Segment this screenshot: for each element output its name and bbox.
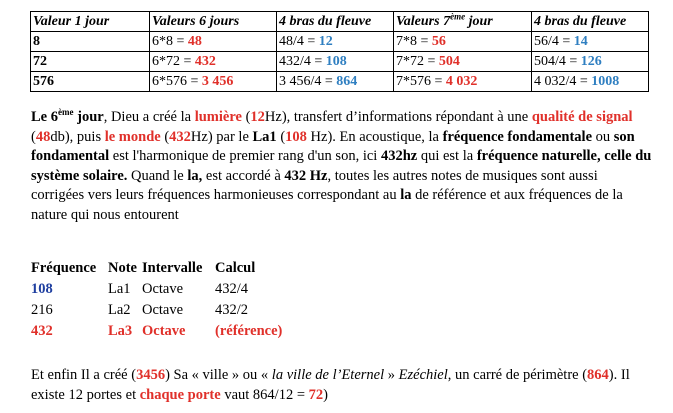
highlight-number: 864 <box>587 367 609 383</box>
text-run: La1 <box>252 128 277 145</box>
cell-4-bras <box>277 52 394 72</box>
text-run: Le 6 <box>31 109 58 125</box>
text-run: ) <box>323 386 328 403</box>
text-run: la ville de l’Eternel <box>271 367 385 383</box>
freq-header: Note <box>108 260 137 276</box>
text-run: ou <box>592 128 614 145</box>
cell-valeur-1-jour: 72 <box>31 52 150 72</box>
text-run: , un carré de périmètre ( <box>447 367 588 383</box>
text-run: » <box>384 367 399 383</box>
header-text: jour <box>465 13 493 29</box>
cell-valeur-1-jour: 8 <box>31 32 150 52</box>
freq-header-row <box>31 258 431 279</box>
text-run: est accordé à <box>202 167 285 184</box>
freq-cell: (référence) <box>215 323 283 339</box>
highlight-monde: le monde <box>104 128 161 145</box>
values-table <box>30 11 649 92</box>
table-row <box>31 52 649 72</box>
cell-4-bras-2 <box>532 72 649 92</box>
header-valeurs-6-jours: Valeurs 6 jours <box>150 12 277 32</box>
cell-expr: 7*576 = <box>396 73 446 89</box>
cell-expr: 4 032/4 = <box>534 73 592 89</box>
header-valeur-1-jour: Valeur 1 jour <box>31 12 150 32</box>
cell-4-bras-2 <box>532 52 649 72</box>
text-run: ( <box>31 128 36 145</box>
highlight-number: 3456 <box>136 367 166 383</box>
highlight-qualite: qualité de signal <box>531 109 633 125</box>
cell-result: 432 <box>194 53 216 69</box>
text-run: fréquence naturelle, <box>476 148 601 164</box>
text-run: jour <box>73 109 104 125</box>
header-4-bras-du-fleuve-2: 4 bras du fleuve <box>532 12 649 32</box>
text-run: Hz) par le <box>190 128 253 145</box>
table-header-row <box>31 12 649 32</box>
freq-cell: 432 <box>31 323 53 339</box>
text-run: Hz), transfert d’informations répondant à une <box>264 109 532 125</box>
freq-cell: 432/4 <box>215 281 249 297</box>
cell-expr: 6*72 = <box>152 53 195 69</box>
text-run: Hz). En acoustique, la <box>306 128 443 145</box>
highlight-number: 432 <box>169 128 191 145</box>
cell-result: 56 <box>431 33 446 49</box>
freq-cell: 432/2 <box>215 302 249 318</box>
text-run: ( <box>276 128 286 145</box>
header-sup: ème <box>450 11 466 21</box>
cell-result: 864 <box>336 73 358 89</box>
cell-valeur-1-jour: 576 <box>31 72 150 92</box>
cell-expr: 7*8 = <box>396 33 432 49</box>
text-run: ) Sa « ville » ou « <box>165 367 272 383</box>
table-row <box>31 72 649 92</box>
highlight-number: 48 <box>35 128 51 145</box>
text-run: 432 Hz <box>284 167 328 184</box>
text-run: Quand le <box>127 167 188 184</box>
cell-expr: 6*8 = <box>152 33 188 49</box>
freq-cell: 216 <box>31 302 53 318</box>
freq-row <box>31 279 431 300</box>
cell-4-bras <box>277 32 394 52</box>
cell-expr: 56/4 = <box>534 33 574 49</box>
frequency-table <box>31 258 431 342</box>
freq-header: Intervalle <box>142 260 203 276</box>
freq-header: Fréquence <box>31 260 97 276</box>
freq-row <box>31 321 431 342</box>
freq-row <box>31 300 431 321</box>
text-run: qui est la <box>417 148 477 164</box>
cell-expr: 6*576 = <box>152 73 202 89</box>
text-run: vaut 864/12 = <box>220 386 309 403</box>
text-run: db), puis <box>50 128 105 145</box>
cell-result: 504 <box>438 53 460 69</box>
header-4-bras-du-fleuve: 4 bras du fleuve <box>277 12 394 32</box>
freq-cell: Octave <box>142 323 186 339</box>
cell-result: 126 <box>580 53 602 69</box>
text-run: Et enfin Il a créé ( <box>31 367 137 383</box>
cell-4-bras <box>277 72 394 92</box>
cell-expr: 3 456/4 = <box>279 73 337 89</box>
cell-result: 14 <box>573 33 588 49</box>
cell-result: 4 032 <box>445 73 478 89</box>
cell-result: 48 <box>187 33 202 49</box>
cell-expr: 504/4 = <box>534 53 581 69</box>
cell-expr: 7*72 = <box>396 53 439 69</box>
cell-7-jours <box>394 72 532 92</box>
cell-result: 1008 <box>591 73 620 89</box>
cell-expr: 432/4 = <box>279 53 326 69</box>
text-run: , Dieu a créé la <box>103 109 195 125</box>
cell-6-jours <box>150 52 277 72</box>
text-run: 432hz <box>380 148 418 164</box>
freq-cell: 108 <box>31 281 53 297</box>
cell-expr: 48/4 = <box>279 33 319 49</box>
text-run: est l'harmonique de premier rang d'un son, ici <box>109 148 381 164</box>
text-run: celle du système solaire. <box>31 148 652 184</box>
cell-7-jours <box>394 32 532 52</box>
freq-cell: La2 <box>108 302 131 318</box>
freq-header: Calcul <box>215 260 256 276</box>
cell-result: 3 456 <box>201 73 234 89</box>
freq-cell: La3 <box>108 323 133 339</box>
text-run: de référence et aux fréquences de la nature qui nous entourent <box>31 187 623 223</box>
cell-6-jours <box>150 72 277 92</box>
cell-4-bras-2 <box>532 32 649 52</box>
closing-paragraph <box>31 366 653 405</box>
text-run: son fondamental <box>31 128 635 164</box>
text-run: ( <box>160 128 170 145</box>
text-run: ). Il existe 12 portes et <box>31 367 630 403</box>
text-run: ( <box>241 109 251 125</box>
text-run: Ezéchiel <box>398 367 448 383</box>
highlight-chaque-porte: chaque porte <box>139 386 221 403</box>
freq-cell: Octave <box>142 302 184 318</box>
text-run: la <box>400 187 412 203</box>
cell-result: 12 <box>318 33 333 49</box>
freq-cell: La1 <box>108 281 131 297</box>
text-run: fréquence fondamentale <box>442 128 593 145</box>
text-run: ème <box>57 107 74 118</box>
highlight-number: 72 <box>308 386 324 403</box>
highlight-number: 12 <box>250 109 265 125</box>
highlight-number: 108 <box>285 128 307 145</box>
cell-7-jours <box>394 52 532 72</box>
header-valeurs-7-jour <box>394 12 532 32</box>
table-row <box>31 32 649 52</box>
highlight-lumiere: lumière <box>194 109 242 125</box>
text-run: , toutes les autres notes de musiques sont aussi corrigées vers leurs fréquences harmonieuses correspondant au <box>31 167 598 203</box>
cell-6-jours <box>150 32 277 52</box>
freq-cell: Octave <box>142 281 184 297</box>
cell-result: 108 <box>325 53 347 69</box>
text-run: la, <box>187 167 203 184</box>
header-text: Valeurs 7 <box>396 13 451 29</box>
main-paragraph <box>31 108 653 225</box>
